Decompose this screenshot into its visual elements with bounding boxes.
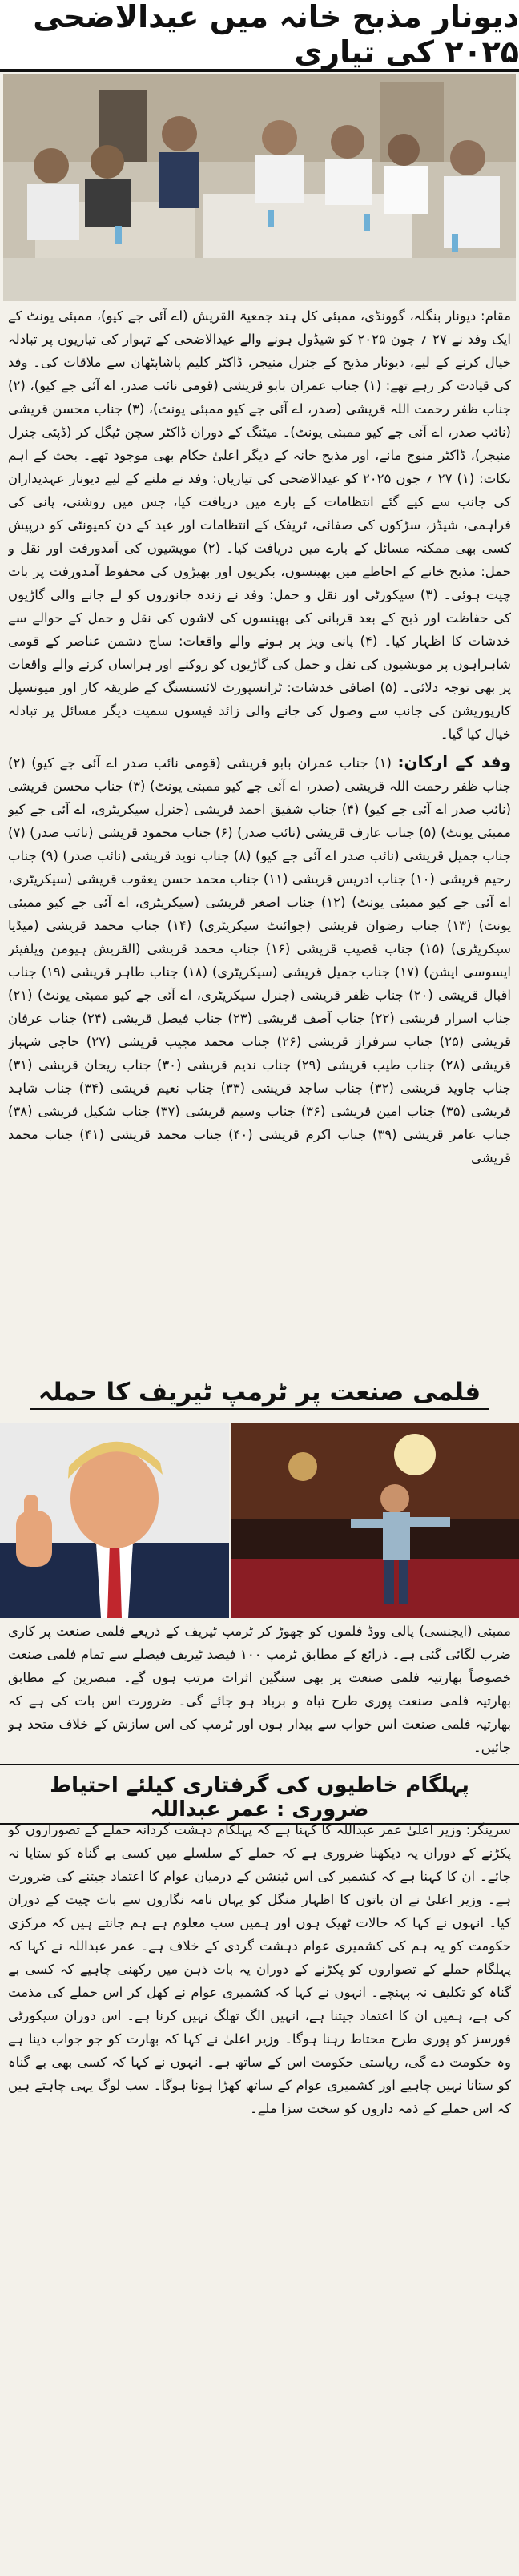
film-stage-photo [231, 1423, 519, 1618]
story2-headline: فلمی صنعت پر ٹرمپ ٹیریف کا حملہ [30, 1378, 489, 1410]
story1-banner [0, 0, 519, 72]
story1-members-paragraph [8, 751, 511, 1169]
story3-headline: پہلگام خاطیوں کی گرفتاری کیلئے احتیاط ضروری : عمر عبداللہ [0, 1773, 519, 1825]
story1-body: مقام: دیونار بنگلہ، گوونڈی، ممبئی کل ہند جمعیۃ القریش (اے آئی جے کیو)، ممبئی یونٹ کے ایک وفد نے ۲۷ ؍ جون ۲۰۲۵ کو شیڈول ہونے والے عیدالاضحی کے تہوار کی تیاریوں پر تبادلہ خیال کرنے کے لیے، دیونار مذبح کے جنرل منیجر، ڈاکٹر کلیم پاشاپٹھان سے ملاقات کی۔ وفد کی قیادت کر رہے تھے: (۱) جناب عمران بابو قریشی (قومی نائب صدر، اے آئی جے کیو)، (۲) جناب ظفر رحمت اللہ قریشی (صدر، اے آئی جے کیو ممبئی یونٹ)، (۳) جناب محسن قریشی (نائب صدر، اے آئی جے کیو ممبئی یونٹ)۔ میٹنگ کے دوران ڈاکٹر سچن ٹیگل کر (ڈپٹی جنرل منیجر)، ڈاکٹر منوج مانے، اور مذبح خانہ کے دیگر اعلیٰ حکام بھی موجود تھے۔ بحث کے اہم نکات: (۱) ۲۷ ؍ جون ۲۰۲۵ کو عیدالاضحی کی تیاریاں: وفد نے ملنے کے لیے دیونار عہدیداران کی جانب سے کیے گئے انتظامات کے بارے میں دریافت کیا، جس میں روشنی، پانی کی فراہمی، شیڈز، سڑکوں کی صفائی، ٹریفک کے انتظامات اور عید کے دن کمیونٹی کو درپیش کسی بھی ممکنہ مسائل کے بارے میں دریافت کیا۔ (۲) مویشیوں کی آمدورفت اور نقل و حمل: مذبح خانے کے احاطے میں بھینسوں، بکریوں اور بھیڑوں کی محفوظ آمدورفت پر بات چیت ہوئی۔ (۳) سیکورٹی اور نقل و حمل: وفد نے زندہ جانوروں کو لے جانے والی گاڑیوں کی حفاظت اور ذبح کے بعد قربانی کی بھینسوں کی لاشوں کی نقل و حمل کے حوالے سے خدشات کا اظہار کیا۔ (۴) پانی ویز پر ہونے والے واقعات: ساج دشمن عناصر کے قومی شاہراہوں پر مویشیوں کی نقل و حمل کی گاڑیوں کو روکنے اور ہراساں کرنے والے واقعات پر بھی توجہ دلائی۔ (۵) اضافی خدشات: ٹرانسپورٹ لائسنسنگ کے طریقہ کار اور میونسپل کارپوریشن کی جانب سے وصول کی جانے والی زائد فیسوں سمیت دیگر مسائل پر تبادلہ خیال کیا گیا۔ [8, 308, 511, 742]
story1-members: (۱) جناب عمران بابو قریشی (قومی نائب صدر اے آئی جے کیو) (۲) جناب ظفر رحمت اللہ قریشی (صدر، اے آئی جے کیو ممبئی یونٹ) (۳) جناب محسن قریشی (نائب صدر اے آئی جے کیو) (۴) جناب شفیق احمد قریشی (جنرل سیکریٹری، اے آئی جے کیو ممبئی یونٹ) (۵) جناب عارف قریشی (نائب صدر) (۶) جناب محمود قریشی (نائب صدر) (۷) جناب جمیل قریشی (نائب صدر اے آئی جے کیو) (۸) جناب نوید قریشی (نائب صدر) (۹) جناب رحیم قریشی (۱۰) جناب ادریس قریشی (۱۱) جناب محمد حسن یعقوب قریشی (سیکریٹری، اے آئی جے کیو ممبئی یونٹ) (۱۲) جناب اصغر قریشی (سیکریٹری، اے آئی جے کیو ممبئی یونٹ) (۱۳) جناب رضوان قریشی (جوائنٹ سیکریٹری) (۱۴) جناب محمد قریشی (میڈیا سیکریٹری) (۱۵) جناب قصیب قریشی (۱۶) جناب محمد قریشی (القریش ہیومن ویلفیئر ایسوسی ایشن) (۱۷) جناب جمیل قریشی (سیکریٹری) (۱۸) جناب طاہر قریشی (۱۹) جناب اقبال قریشی (۲۰) جناب ظفر قریشی (جنرل سیکریٹری، اے آئی جے کیو ممبئی یونٹ) (۲۱) جناب اسرار قریشی (۲۲) جناب آصف قریشی (۲۳) جناب فیصل قریشی (۲۴) جناب عرفان قریشی (۲۵) جناب سرفراز قریشی (۲۶) جناب محمد مجیب قریشی (۲۷) حاجی شہباز قریشی (۲۸) جناب طیب قریشی (۲۹) جناب ندیم قریشی (۳۰) جناب ریحان قریشی (۳۱) جناب جاوید قریشی (۳۲) جناب ساجد قریشی (۳۳) جناب نعیم قریشی (۳۴) جناب شاہد قریشی (۳۵) جناب امین قریشی (۳۶) جناب وسیم قریشی (۳۷) جناب شکیل قریشی (۳۸) جناب عامر قریشی (۳۹) جناب اکرم قریشی (۴۰) جناب محمد قریشی (۴۱) جناب محمد قریشی [8, 755, 511, 1165]
meeting-photo [3, 74, 516, 301]
story2-headline-wrap [0, 1378, 519, 1410]
story3-body: سرینگر: وزیر اعلیٰ عمر عبداللہ کا کہنا ہے کہ پہلگام دہشت گردانہ حملے کے تصوراروں کو پکڑنے کے دوران یہ دیکھنا ضروری ہے کہ حملے کے سلسلے میں کسی بے گناہ کو ستایا نہ جائے۔ ان کا کہنا ہے کہ کشمیر کی اس ٹینشن کے درمیان عوام کا اعتماد جیتنے کی ضرورت ہے۔ وزیر اعلیٰ نے ان باتوں کا اظہار منگل کو یہاں نامہ نگاروں سے بات چیت کے دوران کیا۔ انہوں نے کہا کہ حالات ٹھیک ہوں اور ہمیں سب معلوم ہے ہم جانتے ہیں کہ مرکزی حکومت کو یہ ہم کی کشمیری عوام دہشت گردی کے خلاف ہے۔ عمر عبداللہ نے کہا کہ پہلگام حملے کے تصواروں کو پکڑنے کے دوران یہ بات ذہن میں رکھنی چاہیے کہ کسی بے گناہ کو تکلیف نہ پہنچے۔ انہوں نے کہا کہ کشمیری عوام نے کھل کر اس حملے کی مذمت کی ہے، ہمیں ان کا اعتماد جیتنا ہے، انہیں الگ تھلگ نہیں کرنا ہے۔ اس دوران سیکورٹی فورسز کو پوری طرح محتاط رہنا ہوگا۔ وزیر اعلیٰ نے کہا کہ بھارت کو جو جواب دینا ہے وہ حکومت دے گی، ریاستی حکومت اس کے ساتھ ہے۔ انہوں نے کہا کہ کسی بھی بے گناہ کو ستانا نہیں چاہیے اور کشمیری عوام کے ساتھ کھڑا ہونا ہوگا۔ سب لوگ یہی چاہتے ہیں کہ اس حملے کے ذمہ داروں کو سخت سزا ملے۔ [8, 1822, 511, 2116]
story1-body-column [8, 304, 511, 1375]
story2-body-column [8, 1620, 511, 1759]
story3-headline-wrap [0, 1773, 519, 1825]
story3-body-column [8, 1818, 511, 2571]
section-divider [0, 1764, 519, 1765]
trump-photo [0, 1423, 229, 1618]
story2-body: ممبئی (ایجنسی) پالی ووڈ فلموں کو چھوڑ کر ٹرمپ ٹیریف کے ذریعے فلمی صنعت پر کاری ضرب لگائی گئی ہے۔ ذرائع کے مطابق ٹرمپ ۱۰۰ فیصد ٹیریف فیصلے سے تمام فلمی صنعت خصوصاً بھارتیہ فلمی صنعت پر بھی سنگین اثرات مرتب ہوں گے۔ مبصرین کے مطابق بھارتیہ فلمی صنعت پوری طرح تباہ و برباد ہو جائے گی۔ ضرورت اس بات کی ہے کہ بھارتیہ فلمی صنعت اس خواب سے بیدار ہوں اور ٹرمپ کی اس سازش کے خلاف متحد ہو جائیں۔ [8, 1624, 511, 1755]
story1-headline: دیونار مذبح خانہ میں عیدالاضحی ۲۰۲۵ کی تیاری [33, 0, 519, 70]
story1-members-heading: وفد کے ارکان: [397, 752, 511, 771]
